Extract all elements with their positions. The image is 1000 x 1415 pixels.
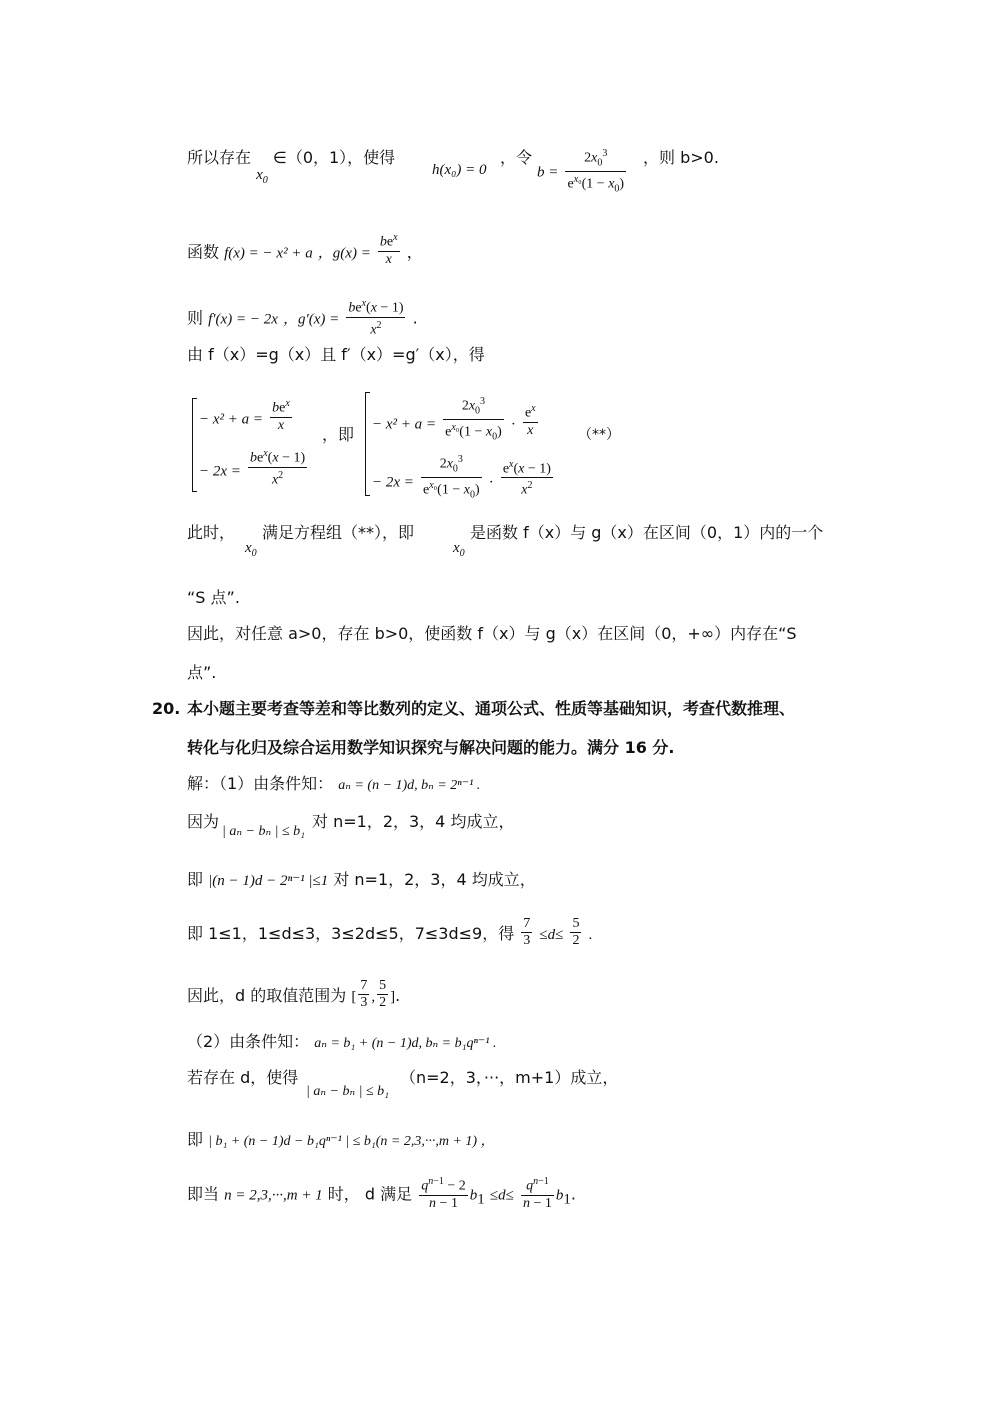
then-b-positive: ，则 b>0. (643, 148, 719, 167)
right-system-row2: − 2x = $\frac{2x_0^3}{e^{x_0}(1 - x_0)}$ · $\frac{e^x(x - 1)}{x^2}$ (372, 454, 551, 501)
g-derivative-lead: ，g′(x) = (282, 311, 340, 328)
para-exists-x0 (187, 148, 396, 186)
x0-symbol: $x_0$ (256, 167, 268, 186)
s2-lead: （2）由条件知： aₙ = b₁ + (n − 1)d, bₙ = b₁qⁿ⁻¹ . (187, 1032, 497, 1051)
s1-conclusion: 因此，d 的取值范围为 [ $\frac{7}{3}$ , $\frac{5}{2}$ ]. (187, 978, 401, 1010)
q20-heading-line2: 转化与化归及综合运用数学知识探究与解决问题的能力。满分 16 分. (187, 738, 675, 757)
satisfies-text: 满足方程组（**），即 (262, 523, 415, 542)
s1-because: 因为 (187, 812, 220, 831)
s2-abs-ineq: | aₙ − bₙ | ≤ b₁ (306, 1084, 390, 1099)
para-functions: 函数 f(x) = − x² + a ，g(x) = $\frac{be^x}{x}$ ， (187, 232, 423, 267)
system-tag: （**） (578, 427, 620, 443)
x0-symbol-2: $x_0$ (245, 540, 257, 559)
five-halves: $\frac{5}{2}$ (572, 916, 580, 948)
s2-exists: 若存在 d，使得 (187, 1068, 299, 1087)
left-brace (192, 398, 197, 492)
para-condition: 由 f（x）=g（x）且 f′（x）=g′（x），得 (187, 345, 485, 364)
left-system-row2: − 2x = $\frac{be^x(x - 1)}{x^2}$ (199, 448, 306, 488)
s2-ji-line: 即 | b₁ + (n − 1)d − b₁qⁿ⁻¹ | ≤ b₁(n = 2,3,···,m + 1) ， (187, 1130, 495, 1149)
seven-thirds: $\frac{7}{3}$ (523, 916, 531, 948)
s2-when-line: 即当 n = 2,3,···,m + 1 时， d 满足 $\frac{q^{n-1} - 2}{n - 1}$ $b_1 \le d\le$ $\frac{q^{n-1}}{n - 1}$ $b_1$. (187, 1176, 576, 1211)
s1-abs-ineq: | aₙ − bₙ | ≤ b₁ (222, 824, 306, 839)
h-equation: h(x₀) = 0 (432, 162, 487, 178)
s-point-cont: “S 点”. (187, 588, 240, 607)
q20-number: 20. (152, 699, 181, 718)
s2-ineq2: | b₁ + (n − 1)d − b₁qⁿ⁻¹ | ≤ b₁(n = 2,3,···,m + 1) ， (208, 1134, 495, 1149)
g-fraction: $\frac{be^x}{x}$ (379, 232, 398, 267)
right-system-row1: − x² + a = $\frac{2x_0^3}{e^{x_0}(1 - x_0)}$ · $\frac{e^x}{x}$ (372, 396, 536, 443)
para-derivatives: 则 f′(x) = − 2x ，g′(x) = $\frac{be^x(x - 1)}{x^2}$ . (187, 298, 418, 338)
para-therefore-line2: 点”. (187, 663, 217, 682)
ling-text: ，令 (500, 148, 533, 167)
g-lead: ，g(x) = (317, 245, 371, 262)
f-definition: f(x) = − x² + a (224, 245, 313, 262)
exists-prefix: 所以存在 (187, 148, 252, 167)
lower-bound-fraction: $\frac{q^{n-1} - 2}{n - 1}$ (421, 1176, 466, 1211)
x0-symbol-3: $x_0$ (453, 540, 465, 559)
para-conclusion: 此时， (187, 523, 236, 542)
para-therefore-line1: 因此，对任意 a>0，存在 b>0，使函数 f（x）与 g（x）在区间（0，+∞）内存在“S (187, 624, 797, 643)
left-system-row1: − x² + a = $\frac{be^x}{x}$ (199, 398, 290, 433)
g-derivative-fraction: $\frac{be^x(x - 1)}{x^2}$ (348, 298, 404, 338)
s1-formula: aₙ = (n − 1)d, bₙ = 2ⁿ⁻¹ . (338, 778, 481, 793)
s1-holds: 对 n=1，2，3，4 均成立， (312, 812, 515, 831)
s1-lead: 解：（1）由条件知： aₙ = (n − 1)d, bₙ = 2ⁿ⁻¹ . (187, 774, 481, 793)
ji-connector: ，即 (322, 425, 355, 444)
s1-range-line: 即 1≤1，1≤d≤3，3≤2d≤5，7≤3d≤9，得 $\frac{7}{3}$ ≤d≤ $\frac{5}{2}$ . (187, 916, 593, 948)
q20-heading-line1: 本小题主要考查等差和等比数列的定义、通项公式、性质等基础知识，考查代数推理、 (187, 699, 796, 718)
b-fraction: $\frac{2x_0^3}{e^{x_0}(1 - x_0)}$ (567, 148, 625, 195)
s2-holds: （n=2，3，···，m+1）成立， (400, 1068, 619, 1087)
s-point-text: 是函数 f（x）与 g（x）在区间（0，1）内的一个 (470, 523, 824, 542)
right-brace (365, 392, 370, 496)
s2-formula: aₙ = b₁ + (n − 1)d, bₙ = b₁qⁿ⁻¹ . (314, 1036, 497, 1051)
n-range: n = 2,3,···,m + 1 (224, 1187, 323, 1204)
s1-ji-line: 即 |(n − 1)d − 2ⁿ⁻¹ |≤1 对 n=1，2，3，4 均成立， (187, 870, 536, 889)
f-derivative: f′(x) = − 2x (208, 311, 278, 328)
s1-ineq2: |(n − 1)d − 2ⁿ⁻¹ |≤1 (208, 873, 329, 889)
interval-text: ∈（0，1），使得 (272, 148, 396, 167)
upper-bound-fraction: $\frac{q^{n-1}}{n - 1}$ (522, 1176, 552, 1211)
b-definition: b = $\frac{2x_0^3}{e^{x_0}(1 - x_0)}$ (537, 146, 628, 198)
